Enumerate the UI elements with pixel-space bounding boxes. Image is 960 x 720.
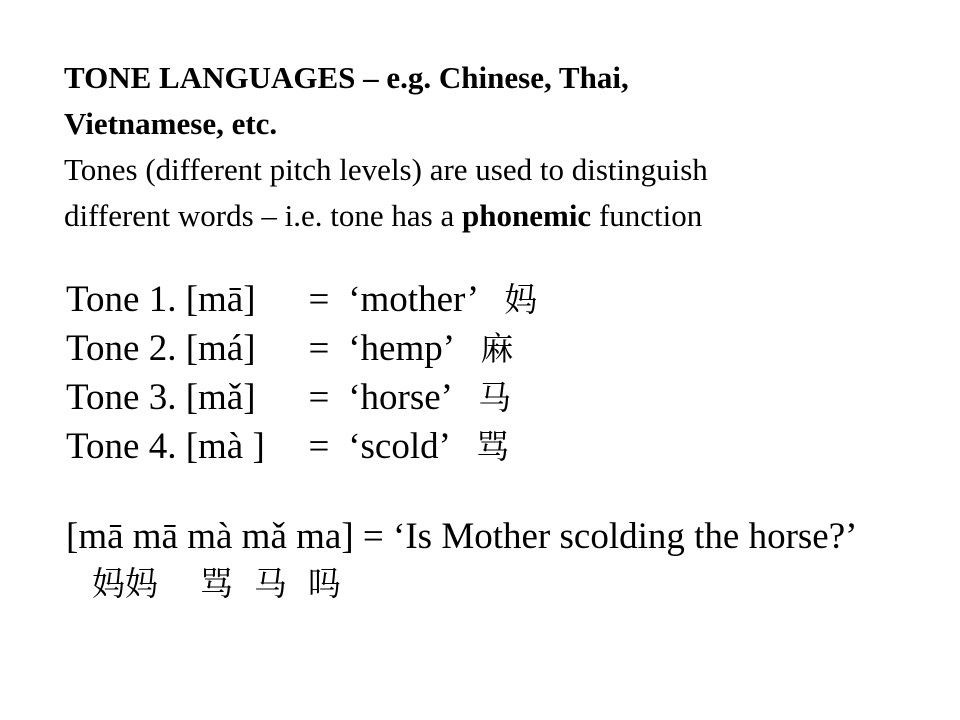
tone-syllable: [mā] [185,279,256,320]
tone-hanzi: 马 [478,378,512,417]
tone-hanzi: 骂 [476,427,510,466]
tone-syllable: [mà ] [185,426,265,467]
heading-line-1: TONE LANGUAGES – e.g. Chinese, Thai, [64,60,629,95]
equals-sign: = [308,377,330,418]
body-line-1: Tones (different pitch levels) are used to distinguish [64,152,708,187]
phonemic-term: phonemic [462,198,592,233]
equals-sign: = [308,426,330,467]
sentence-pinyin: [mā mā mà mǎ ma] [66,516,354,557]
tone-label: Tone 2. [66,328,177,369]
tone-gloss: ‘scold’ [348,426,451,467]
tone-row-3 [66,373,537,422]
body-line-2-text: different words – i.e. tone has a [64,198,463,233]
equals-sign: = [308,279,330,320]
tone-list [66,275,537,471]
body-line-2 [64,193,924,239]
sentence-gloss: ‘Is Mother scolding the horse?’ [393,516,858,557]
tone-label: Tone 3. [66,377,177,418]
tone-gloss: ‘horse’ [348,377,453,418]
intro-text [64,55,924,239]
tone-syllable: [má] [185,328,256,369]
tone-row-4 [66,422,537,471]
tone-gloss: ‘mother’ [348,279,480,320]
tone-hanzi: 妈 [504,280,538,319]
example-sentence [66,512,857,561]
heading-line-2: Vietnamese, etc. [64,106,278,141]
tone-label: Tone 4. [66,426,177,467]
sentence-hanzi: 妈妈 骂 马 吗 [92,564,341,603]
tone-syllable: [mǎ] [185,377,256,418]
body-line-2-end: function [591,198,703,233]
tone-gloss: ‘hemp’ [348,328,456,369]
tone-row-2 [66,324,537,373]
tone-row-1 [66,275,537,324]
sentence-equals: = [362,516,384,557]
equals-sign: = [308,328,330,369]
tone-hanzi: 麻 [480,329,514,368]
tone-label: Tone 1. [66,279,177,320]
